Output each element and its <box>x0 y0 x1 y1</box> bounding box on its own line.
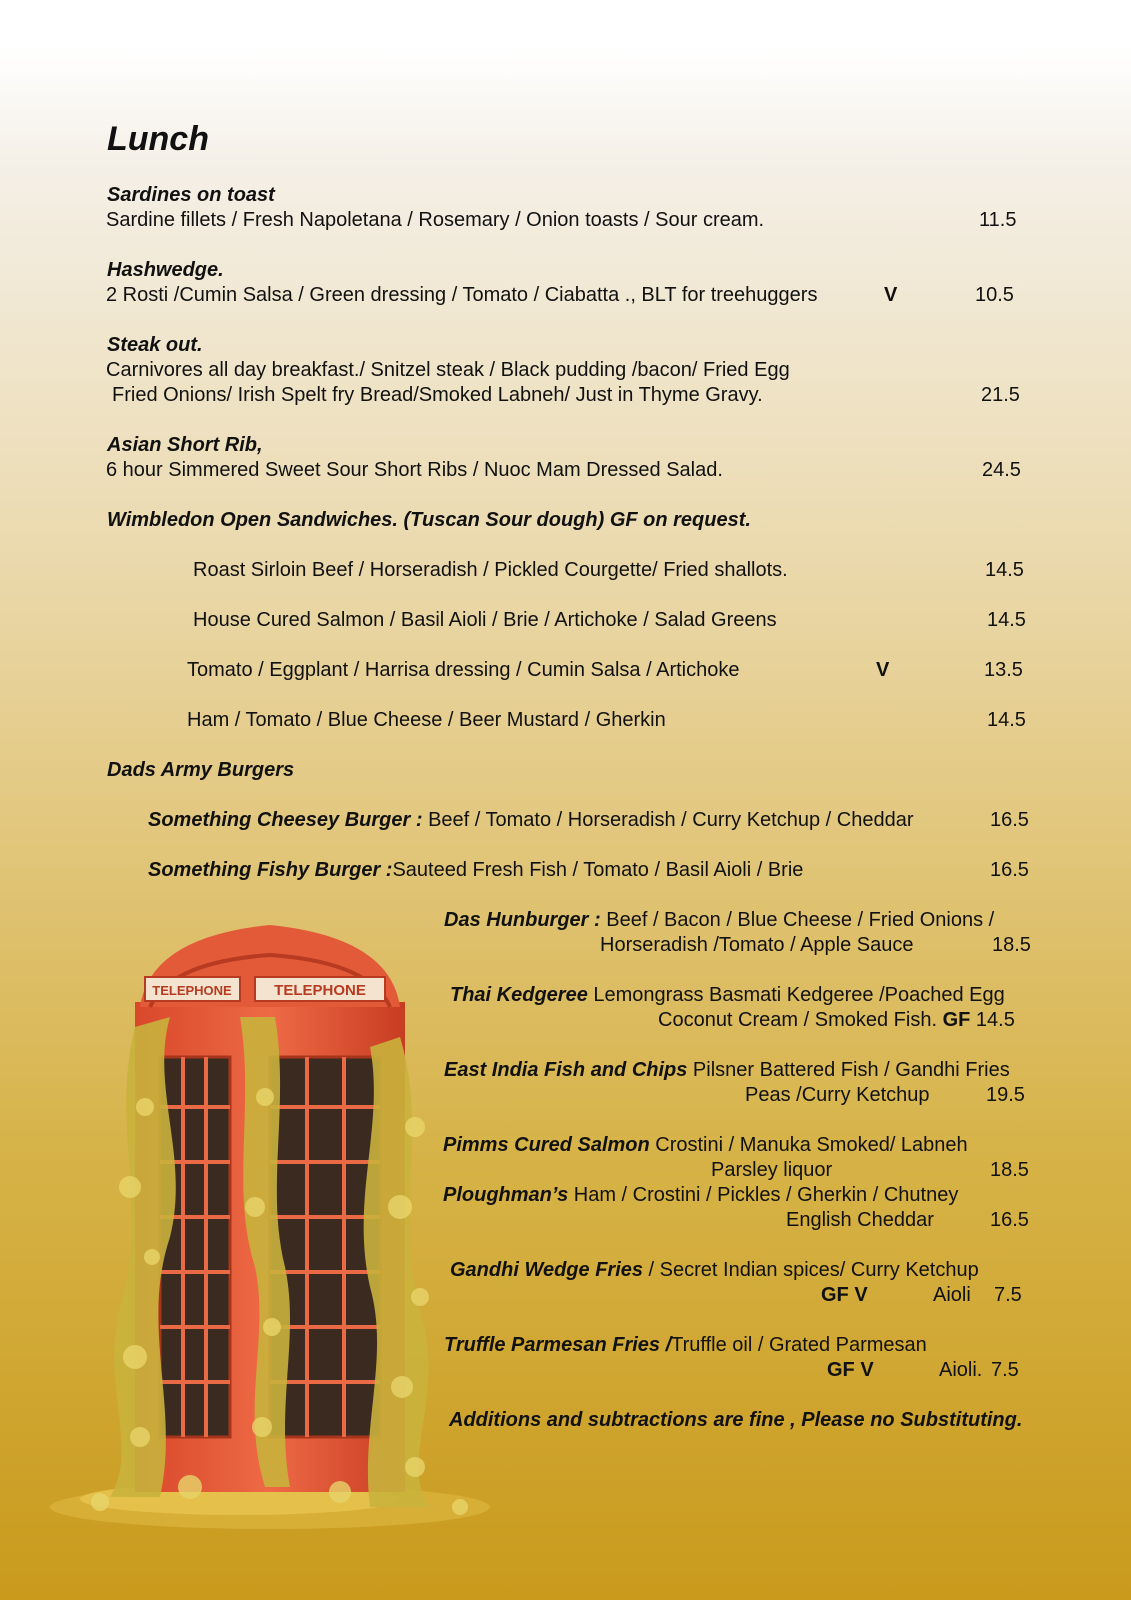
hashwedge-desc: 2 Rosti /Cumin Salsa / Green dressing / Tomato / Ciabatta ., BLT for treehuggers <box>106 284 818 306</box>
hunburger-name: Das Hunburger : <box>444 909 601 931</box>
shortrib-name: Asian Short Rib, <box>107 434 263 456</box>
truffle-fries-aioli: Aioli. <box>939 1359 983 1381</box>
menu-page <box>0 47 1131 1600</box>
fishy-burger-name: Something Fishy Burger : <box>148 859 393 881</box>
ploughmans-desc-1: Ham / Crostini / Pickles / Gherkin / Chutney <box>568 1184 959 1206</box>
sandwich-4-desc: Ham / Tomato / Blue Cheese / Beer Mustard / Gherkin <box>187 709 666 731</box>
pimms-salmon-desc-2: Parsley liquor <box>711 1159 833 1181</box>
fish-and-chips-desc-2: Peas /Curry Ketchup <box>745 1084 930 1106</box>
booth-sign-right: TELEPHONE <box>274 982 366 999</box>
cheesey-burger-name: Something Cheesey Burger : <box>148 809 423 831</box>
kedgeree-desc-1: Lemongrass Basmati Kedgeree /Poached Egg <box>587 984 1005 1006</box>
hunburger-price: 18.5 <box>992 934 1031 956</box>
steak-desc-1: Carnivores all day breakfast./ Snitzel steak / Black pudding /bacon/ Fried Egg <box>106 359 790 381</box>
gandhi-fries-tags: GF V <box>821 1284 868 1306</box>
kedgeree-gf-tag: GF <box>942 1009 971 1031</box>
sardines-desc: Sardine fillets / Fresh Napoletana / Rosemary / Onion toasts / Sour cream. <box>106 209 765 231</box>
page-title: Lunch <box>107 120 209 158</box>
booth-sign-left: TELEPHONE <box>152 983 232 998</box>
truffle-fries-desc: Truffle oil / Grated Parmesan <box>671 1334 927 1356</box>
steak-desc-2: Fried Onions/ Irish Spelt fry Bread/Smoked Labneh/ Just in Thyme Gravy. <box>112 384 763 406</box>
sandwich-3-v-tag: V <box>876 659 890 681</box>
hunburger <box>444 908 994 932</box>
fish-and-chips-name: East India Fish and Chips <box>444 1059 688 1081</box>
sandwiches-heading: Wimbledon Open Sandwiches. (Tuscan Sour dough) GF on request. <box>107 509 751 531</box>
cheesey-burger <box>148 808 914 832</box>
cheesey-burger-desc: Beef / Tomato / Horseradish / Curry Ketchup / Cheddar <box>422 809 914 831</box>
gandhi-fries-name: Gandhi Wedge Fries <box>450 1259 643 1281</box>
fishy-burger <box>148 858 803 882</box>
truffle-fries-price: 7.5 <box>991 1359 1019 1381</box>
fishy-burger-price: 16.5 <box>990 859 1029 881</box>
pimms-salmon-price: 18.5 <box>990 1159 1029 1181</box>
fishy-burger-desc: Sauteed Fresh Fish / Tomato / Basil Aioli / Brie <box>392 859 804 881</box>
phone-booth-illustration <box>40 907 510 1537</box>
kedgeree-name: Thai Kedgeree <box>450 984 588 1006</box>
ploughmans-price: 16.5 <box>990 1209 1029 1231</box>
gandhi-fries-price: 7.5 <box>994 1284 1022 1306</box>
sardines-name: Sardines on toast <box>107 184 275 206</box>
sardines-price: 11.5 <box>979 209 1017 231</box>
footer-note: Additions and subtractions are fine , Please no Substituting. <box>449 1409 1023 1431</box>
cheesey-burger-price: 16.5 <box>990 809 1029 831</box>
hunburger-desc-2: Horseradish /Tomato / Apple Sauce <box>600 934 914 956</box>
gandhi-fries <box>450 1258 979 1282</box>
sandwich-4-price: 14.5 <box>987 709 1026 731</box>
ploughmans <box>443 1183 958 1207</box>
burgers-heading: Dads Army Burgers <box>107 759 295 781</box>
pimms-salmon <box>443 1133 968 1157</box>
sandwich-2-price: 14.5 <box>987 609 1026 631</box>
kedgeree <box>450 983 1005 1007</box>
kedgeree-desc-2-line <box>658 1008 1015 1032</box>
fish-and-chips-price: 19.5 <box>986 1084 1025 1106</box>
hashwedge-name: Hashwedge. <box>107 259 224 281</box>
sandwich-2-desc: House Cured Salmon / Basil Aioli / Brie / Artichoke / Salad Greens <box>193 609 777 631</box>
sandwich-1-desc: Roast Sirloin Beef / Horseradish / Pickled Courgette/ Fried shallots. <box>193 559 788 581</box>
sandwich-3-desc: Tomato / Eggplant / Harrisa dressing / Cumin Salsa / Artichoke <box>187 659 740 681</box>
fish-and-chips <box>444 1058 1010 1082</box>
truffle-fries-name: Truffle Parmesan Fries / <box>444 1334 672 1356</box>
fish-and-chips-desc-1: Pilsner Battered Fish / Gandhi Fries <box>687 1059 1010 1081</box>
kedgeree-price: 14.5 <box>975 1009 1015 1031</box>
pimms-salmon-name: Pimms Cured Salmon <box>443 1134 650 1156</box>
truffle-fries-tags: GF V <box>827 1359 874 1381</box>
shortrib-price: 24.5 <box>982 459 1021 481</box>
hashwedge-price: 10.5 <box>975 284 1014 306</box>
ploughmans-desc-2: English Cheddar <box>786 1209 934 1231</box>
gandhi-fries-desc: / Secret Indian spices/ Curry Ketchup <box>643 1259 979 1281</box>
steak-name: Steak out. <box>107 334 203 356</box>
truffle-fries <box>444 1333 927 1357</box>
sandwich-1-price: 14.5 <box>985 559 1024 581</box>
shortrib-desc: 6 hour Simmered Sweet Sour Short Ribs / Nuoc Mam Dressed Salad. <box>106 459 723 481</box>
kedgeree-desc-2: Coconut Cream / Smoked Fish. <box>658 1009 937 1031</box>
steak-price: 21.5 <box>981 384 1020 406</box>
pimms-salmon-desc-1: Crostini / Manuka Smoked/ Labneh <box>649 1134 968 1156</box>
gandhi-fries-aioli: Aioli <box>933 1284 971 1306</box>
hunburger-desc-1: Beef / Bacon / Blue Cheese / Fried Onions / <box>600 909 995 931</box>
ploughmans-name: Ploughman’s <box>443 1184 569 1206</box>
hashwedge-v-tag: V <box>884 284 898 306</box>
sandwich-3-price: 13.5 <box>984 659 1023 681</box>
